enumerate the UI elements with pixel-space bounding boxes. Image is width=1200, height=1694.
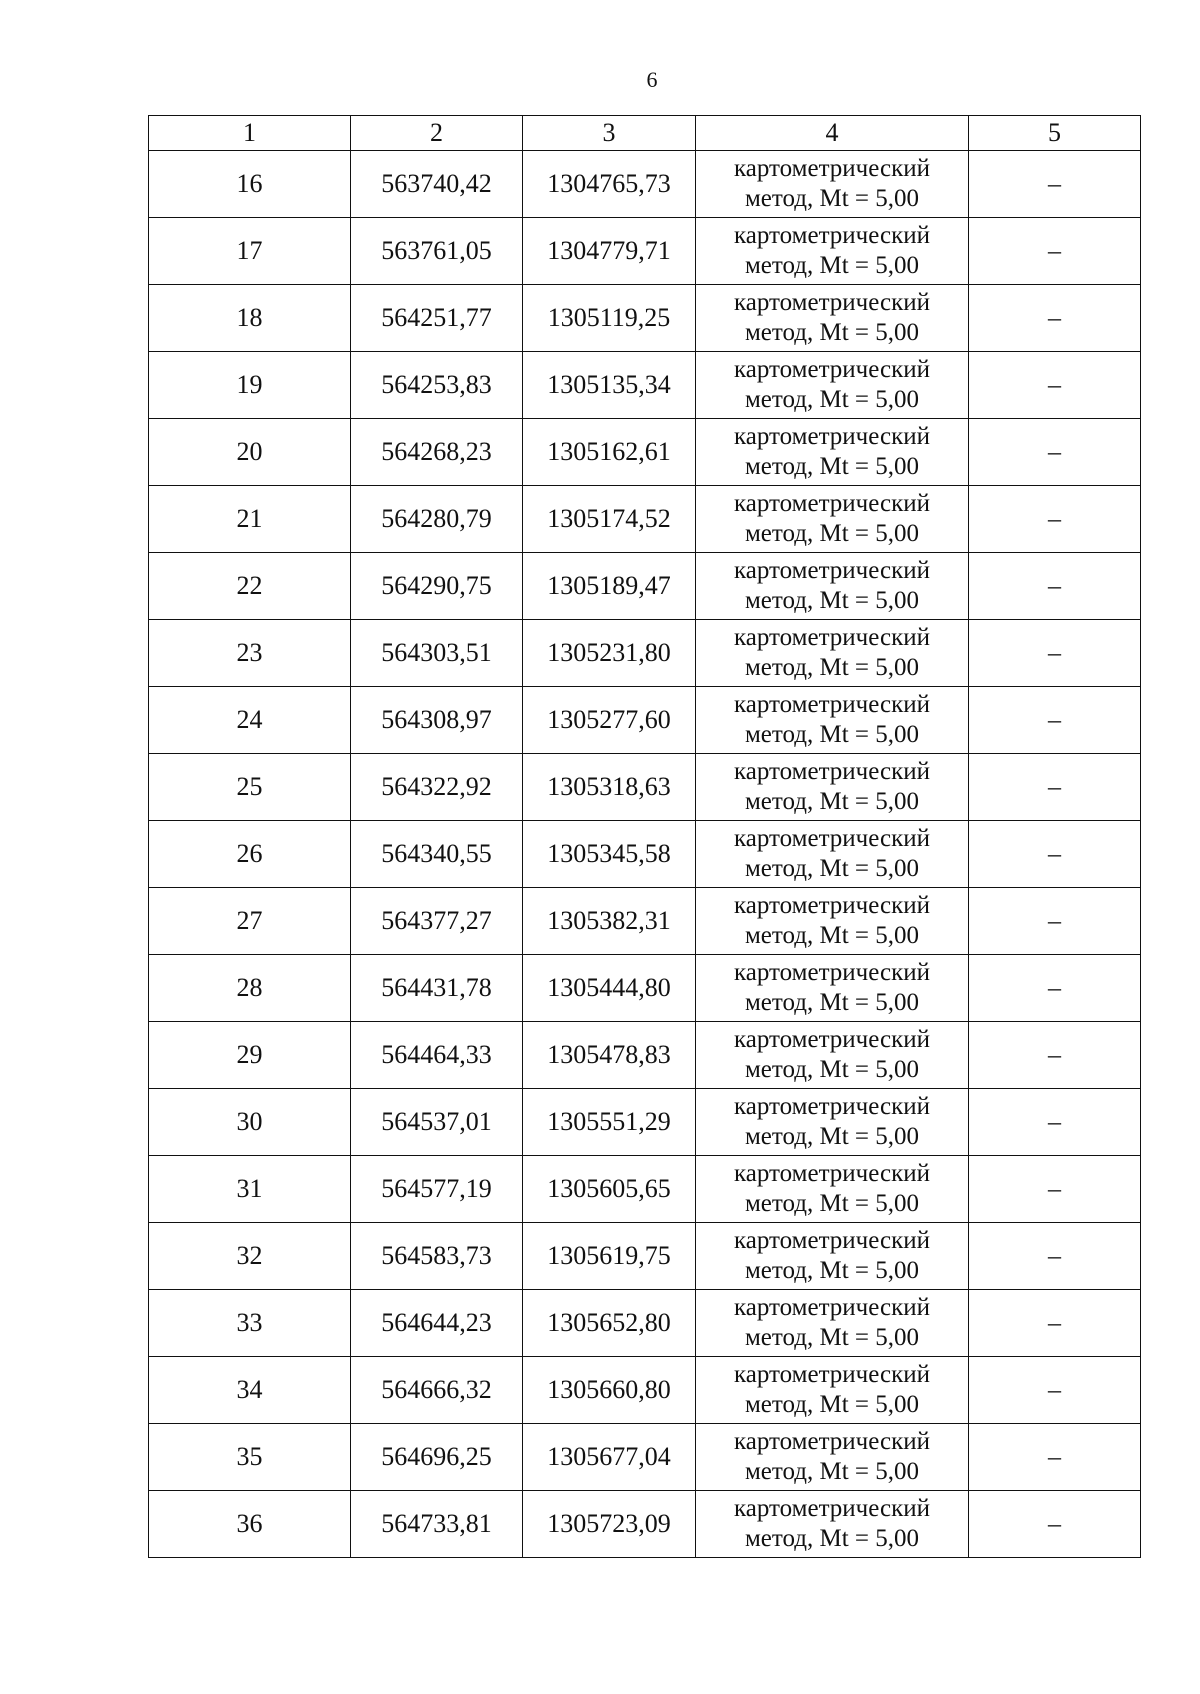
method-line-2: метод, Mt = 5,00: [744, 1056, 920, 1083]
header-col-2: 2: [351, 116, 523, 151]
column-3-cell: 1305652,80: [523, 1290, 696, 1357]
column-2-cell: 564303,51: [351, 620, 523, 687]
point-number-cell: 26: [149, 821, 351, 888]
point-number-cell: 16: [149, 151, 351, 218]
column-5-cell: –: [969, 754, 1141, 821]
column-2-cell: 564251,77: [351, 285, 523, 352]
column-5-cell: –: [969, 1022, 1141, 1089]
column-2-cell: 564577,19: [351, 1156, 523, 1223]
method-cell: [696, 1022, 969, 1089]
point-number-cell: 20: [149, 419, 351, 486]
column-2-cell: 564733,81: [351, 1491, 523, 1558]
method-line-1: картометрический: [734, 892, 930, 919]
column-3-cell: 1304779,71: [523, 218, 696, 285]
column-5-cell: –: [969, 1089, 1141, 1156]
method-line-2: метод, Mt = 5,00: [744, 386, 920, 413]
table-row: [149, 754, 1141, 821]
method-line-1: картометрический: [734, 557, 930, 584]
point-number-cell: 24: [149, 687, 351, 754]
table-row: [149, 1156, 1141, 1223]
table-row: [149, 1223, 1141, 1290]
column-2-cell: 564666,32: [351, 1357, 523, 1424]
table-row: [149, 218, 1141, 285]
column-2-cell: 564464,33: [351, 1022, 523, 1089]
method-line-2: метод, Mt = 5,00: [744, 587, 920, 614]
column-2-cell: 564431,78: [351, 955, 523, 1022]
table-row: [149, 955, 1141, 1022]
method-line-2: метод, Mt = 5,00: [744, 520, 920, 547]
method-line-2: метод, Mt = 5,00: [744, 1190, 920, 1217]
column-3-cell: 1305277,60: [523, 687, 696, 754]
header-col-3: 3: [523, 116, 696, 151]
column-5-cell: –: [969, 1357, 1141, 1424]
point-number-cell: 36: [149, 1491, 351, 1558]
table-row: [149, 352, 1141, 419]
table-row: [149, 620, 1141, 687]
column-3-cell: 1305231,80: [523, 620, 696, 687]
column-3-cell: 1305318,63: [523, 754, 696, 821]
column-3-cell: 1305382,31: [523, 888, 696, 955]
table-row: [149, 151, 1141, 218]
table-row: [149, 1424, 1141, 1491]
column-2-cell: 564537,01: [351, 1089, 523, 1156]
column-3-cell: 1305478,83: [523, 1022, 696, 1089]
method-cell: [696, 620, 969, 687]
method-cell: [696, 486, 969, 553]
column-5-cell: –: [969, 1424, 1141, 1491]
method-line-2: метод, Mt = 5,00: [744, 855, 920, 882]
column-2-cell: 564583,73: [351, 1223, 523, 1290]
table-row: [149, 888, 1141, 955]
method-line-2: метод, Mt = 5,00: [744, 1525, 920, 1552]
column-2-cell: 564322,92: [351, 754, 523, 821]
header-col-5: 5: [969, 116, 1141, 151]
method-line-2: метод, Mt = 5,00: [744, 1123, 920, 1150]
method-line-2: метод, Mt = 5,00: [744, 185, 920, 212]
column-5-cell: –: [969, 218, 1141, 285]
method-cell: [696, 352, 969, 419]
point-number-cell: 25: [149, 754, 351, 821]
column-5-cell: –: [969, 1156, 1141, 1223]
method-line-2: метод, Mt = 5,00: [744, 1257, 920, 1284]
table-row: [149, 1022, 1141, 1089]
header-col-1: 1: [149, 116, 351, 151]
column-2-cell: 564290,75: [351, 553, 523, 620]
method-cell: [696, 821, 969, 888]
method-line-2: метод, Mt = 5,00: [744, 1458, 920, 1485]
column-2-cell: 564644,23: [351, 1290, 523, 1357]
column-5-cell: –: [969, 151, 1141, 218]
method-line-2: метод, Mt = 5,00: [744, 1324, 920, 1351]
point-number-cell: 35: [149, 1424, 351, 1491]
method-cell: [696, 955, 969, 1022]
column-2-cell: 563740,42: [351, 151, 523, 218]
table-body: [149, 151, 1141, 1558]
point-number-cell: 34: [149, 1357, 351, 1424]
table-row: [149, 821, 1141, 888]
column-2-cell: 564308,97: [351, 687, 523, 754]
method-line-2: метод, Mt = 5,00: [744, 788, 920, 815]
column-5-cell: –: [969, 419, 1141, 486]
method-line-1: картометрический: [734, 691, 930, 718]
method-line-1: картометрический: [734, 1495, 930, 1522]
point-number-cell: 27: [149, 888, 351, 955]
column-3-cell: 1305135,34: [523, 352, 696, 419]
method-line-2: метод, Mt = 5,00: [744, 922, 920, 949]
method-line-2: метод, Mt = 5,00: [744, 654, 920, 681]
method-line-2: метод, Mt = 5,00: [744, 989, 920, 1016]
method-line-2: метод, Mt = 5,00: [744, 721, 920, 748]
column-2-cell: 564377,27: [351, 888, 523, 955]
method-cell: [696, 1089, 969, 1156]
column-2-cell: 564253,83: [351, 352, 523, 419]
column-3-cell: 1305605,65: [523, 1156, 696, 1223]
method-cell: [696, 1156, 969, 1223]
method-line-1: картометрический: [734, 1361, 930, 1388]
column-2-cell: 564268,23: [351, 419, 523, 486]
method-cell: [696, 151, 969, 218]
table-row: [149, 1089, 1141, 1156]
method-cell: [696, 1290, 969, 1357]
method-line-1: картометрический: [734, 222, 930, 249]
method-line-1: картометрический: [734, 1294, 930, 1321]
column-3-cell: 1304765,73: [523, 151, 696, 218]
point-number-cell: 30: [149, 1089, 351, 1156]
column-5-cell: –: [969, 553, 1141, 620]
column-2-cell: 564280,79: [351, 486, 523, 553]
column-3-cell: 1305723,09: [523, 1491, 696, 1558]
column-2-cell: 563761,05: [351, 218, 523, 285]
method-cell: [696, 285, 969, 352]
method-line-1: картометрический: [734, 959, 930, 986]
point-number-cell: 31: [149, 1156, 351, 1223]
column-5-cell: –: [969, 486, 1141, 553]
column-5-cell: –: [969, 821, 1141, 888]
table-row: [149, 1357, 1141, 1424]
column-3-cell: 1305162,61: [523, 419, 696, 486]
method-cell: [696, 553, 969, 620]
method-cell: [696, 218, 969, 285]
method-line-2: метод, Mt = 5,00: [744, 453, 920, 480]
column-5-cell: –: [969, 1290, 1141, 1357]
column-5-cell: –: [969, 1223, 1141, 1290]
column-3-cell: 1305174,52: [523, 486, 696, 553]
column-3-cell: 1305660,80: [523, 1357, 696, 1424]
point-number-cell: 17: [149, 218, 351, 285]
point-number-cell: 33: [149, 1290, 351, 1357]
table-row: [149, 1290, 1141, 1357]
method-line-1: картометрический: [734, 1227, 930, 1254]
method-line-2: метод, Mt = 5,00: [744, 319, 920, 346]
header-row: [149, 116, 1141, 151]
point-number-cell: 19: [149, 352, 351, 419]
method-line-1: картометрический: [734, 423, 930, 450]
method-line-1: картометрический: [734, 624, 930, 651]
method-cell: [696, 1223, 969, 1290]
point-number-cell: 22: [149, 553, 351, 620]
column-3-cell: 1305444,80: [523, 955, 696, 1022]
column-2-cell: 564696,25: [351, 1424, 523, 1491]
column-5-cell: –: [969, 955, 1141, 1022]
point-number-cell: 32: [149, 1223, 351, 1290]
header-col-4: 4: [696, 116, 969, 151]
point-number-cell: 23: [149, 620, 351, 687]
point-number-cell: 21: [149, 486, 351, 553]
method-cell: [696, 687, 969, 754]
column-5-cell: –: [969, 620, 1141, 687]
point-number-cell: 28: [149, 955, 351, 1022]
method-line-1: картометрический: [734, 155, 930, 182]
method-line-1: картометрический: [734, 356, 930, 383]
method-cell: [696, 1357, 969, 1424]
column-3-cell: 1305345,58: [523, 821, 696, 888]
method-cell: [696, 754, 969, 821]
table-row: [149, 419, 1141, 486]
method-line-1: картометрический: [734, 1026, 930, 1053]
page-number: 6: [646, 67, 658, 92]
method-line-2: метод, Mt = 5,00: [744, 1391, 920, 1418]
method-cell: [696, 1424, 969, 1491]
method-line-1: картометрический: [734, 825, 930, 852]
column-5-cell: –: [969, 1491, 1141, 1558]
column-3-cell: 1305677,04: [523, 1424, 696, 1491]
table-row: [149, 486, 1141, 553]
column-5-cell: –: [969, 285, 1141, 352]
column-5-cell: –: [969, 352, 1141, 419]
table-row: [149, 687, 1141, 754]
method-cell: [696, 419, 969, 486]
method-line-1: картометрический: [734, 1428, 930, 1455]
method-line-1: картометрический: [734, 758, 930, 785]
method-line-2: метод, Mt = 5,00: [744, 252, 920, 279]
column-2-cell: 564340,55: [351, 821, 523, 888]
method-cell: [696, 1491, 969, 1558]
method-line-1: картометрический: [734, 1160, 930, 1187]
table-row: [149, 553, 1141, 620]
column-3-cell: 1305551,29: [523, 1089, 696, 1156]
column-5-cell: –: [969, 888, 1141, 955]
method-line-1: картометрический: [734, 1093, 930, 1120]
method-line-1: картометрический: [734, 490, 930, 517]
column-3-cell: 1305619,75: [523, 1223, 696, 1290]
method-line-1: картометрический: [734, 289, 930, 316]
table-row: [149, 285, 1141, 352]
column-5-cell: –: [969, 687, 1141, 754]
method-cell: [696, 888, 969, 955]
table-row: [149, 1491, 1141, 1558]
column-3-cell: 1305189,47: [523, 553, 696, 620]
table-header: [149, 116, 1141, 151]
point-number-cell: 29: [149, 1022, 351, 1089]
point-number-cell: 18: [149, 285, 351, 352]
coordinates-table: [148, 115, 1141, 1558]
column-3-cell: 1305119,25: [523, 285, 696, 352]
